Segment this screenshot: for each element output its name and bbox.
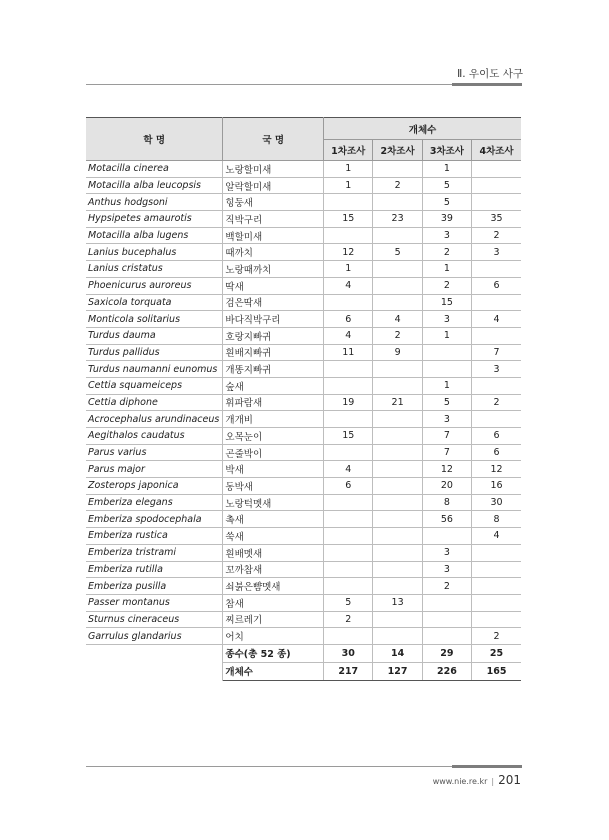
- count-cell: [472, 194, 521, 211]
- count-cell: 2: [324, 611, 373, 628]
- scientific-name-cell: Emberiza rustica: [86, 528, 223, 545]
- count-cell: [373, 578, 422, 595]
- count-cell: [373, 194, 422, 211]
- count-cell: 1: [422, 377, 471, 394]
- summary-value: 165: [472, 662, 521, 680]
- count-cell: 2: [472, 394, 521, 411]
- summary-label: 종수(총 52 종): [223, 644, 324, 662]
- count-cell: 6: [472, 277, 521, 294]
- count-cell: [373, 511, 422, 528]
- korean-name-cell: 힝둥새: [223, 194, 324, 211]
- table-row: [86, 594, 521, 611]
- count-cell: [324, 444, 373, 461]
- scientific-name-cell: Saxicola torquata: [86, 294, 223, 311]
- korean-name-cell: 숲새: [223, 377, 324, 394]
- scientific-name-cell: Emberiza tristrami: [86, 544, 223, 561]
- count-cell: [324, 494, 373, 511]
- scientific-name-cell: Zosterops japonica: [86, 478, 223, 495]
- table-row: [86, 344, 521, 361]
- count-cell: 8: [422, 494, 471, 511]
- table-row: [86, 361, 521, 378]
- korean-name-cell: 곤줄박이: [223, 444, 324, 461]
- korean-name-cell: 노랑턱멧새: [223, 494, 324, 511]
- korean-name-cell: 알락할미새: [223, 177, 324, 194]
- count-cell: 1: [422, 261, 471, 278]
- korean-name-cell: 휘파람새: [223, 394, 324, 411]
- count-cell: 6: [324, 311, 373, 328]
- count-cell: 1: [324, 261, 373, 278]
- count-cell: 3: [422, 311, 471, 328]
- summary-row: [86, 662, 521, 680]
- korean-name-cell: 쇠붉은뺨멧새: [223, 578, 324, 595]
- summary-blank-cell: [86, 644, 223, 662]
- korean-name-cell: 동박새: [223, 478, 324, 495]
- table-row: [86, 177, 521, 194]
- count-cell: [324, 578, 373, 595]
- table-row: [86, 561, 521, 578]
- count-cell: 5: [324, 594, 373, 611]
- header-survey-4: 4차조사: [472, 140, 521, 161]
- count-cell: 19: [324, 394, 373, 411]
- count-cell: [422, 594, 471, 611]
- header-korean-name: 국 명: [223, 118, 324, 161]
- scientific-name-cell: Emberiza rutilla: [86, 561, 223, 578]
- count-cell: [472, 161, 521, 178]
- count-cell: [422, 528, 471, 545]
- count-cell: 2: [472, 227, 521, 244]
- count-cell: [373, 444, 422, 461]
- table-row: [86, 311, 521, 328]
- table-row: [86, 294, 521, 311]
- scientific-name-cell: Anthus hodgsoni: [86, 194, 223, 211]
- page-footer: [433, 773, 521, 787]
- count-cell: 9: [373, 344, 422, 361]
- korean-name-cell: 흰배지빠귀: [223, 344, 324, 361]
- count-cell: 11: [324, 344, 373, 361]
- count-cell: [373, 161, 422, 178]
- table-row: [86, 411, 521, 428]
- count-cell: [472, 377, 521, 394]
- count-cell: [373, 361, 422, 378]
- korean-name-cell: 백할미새: [223, 227, 324, 244]
- count-cell: 12: [472, 461, 521, 478]
- header-count-group: 개체수: [324, 118, 521, 140]
- count-cell: [422, 628, 471, 645]
- footer-site: www.nie.re.kr: [432, 777, 488, 786]
- count-cell: 39: [422, 211, 471, 228]
- count-cell: 23: [373, 211, 422, 228]
- summary-row: [86, 644, 521, 662]
- footer-divider-accent: [452, 765, 522, 768]
- header-scientific-name: 학 명: [86, 118, 223, 161]
- korean-name-cell: 개똥지빠귀: [223, 361, 324, 378]
- count-cell: 2: [422, 578, 471, 595]
- count-cell: 6: [472, 428, 521, 445]
- count-cell: 15: [324, 211, 373, 228]
- table-row: [86, 461, 521, 478]
- count-cell: [373, 428, 422, 445]
- count-cell: [324, 377, 373, 394]
- count-cell: [373, 294, 422, 311]
- korean-name-cell: 촉새: [223, 511, 324, 528]
- count-cell: [422, 344, 471, 361]
- section-title: Ⅱ. 우이도 사구: [457, 68, 523, 80]
- count-cell: [472, 561, 521, 578]
- scientific-name-cell: Sturnus cineraceus: [86, 611, 223, 628]
- count-cell: [472, 327, 521, 344]
- summary-blank-cell: [86, 662, 223, 680]
- scientific-name-cell: Emberiza pusilla: [86, 578, 223, 595]
- count-cell: 8: [472, 511, 521, 528]
- scientific-name-cell: Motacilla alba lugens: [86, 227, 223, 244]
- footer-separator: |: [491, 777, 495, 786]
- count-cell: 3: [472, 244, 521, 261]
- count-cell: 1: [324, 161, 373, 178]
- count-cell: 2: [422, 244, 471, 261]
- scientific-name-cell: Garrulus glandarius: [86, 628, 223, 645]
- scientific-name-cell: Phoenicurus auroreus: [86, 277, 223, 294]
- count-cell: 21: [373, 394, 422, 411]
- count-cell: 4: [472, 528, 521, 545]
- table-row: [86, 578, 521, 595]
- count-cell: [324, 194, 373, 211]
- count-cell: 2: [373, 177, 422, 194]
- bird-species-table: [86, 117, 521, 681]
- count-cell: 1: [324, 177, 373, 194]
- count-cell: 1: [422, 327, 471, 344]
- korean-name-cell: 개개비: [223, 411, 324, 428]
- korean-name-cell: 때까치: [223, 244, 324, 261]
- count-cell: 4: [373, 311, 422, 328]
- table-row: [86, 611, 521, 628]
- count-cell: 7: [422, 428, 471, 445]
- table-row: [86, 211, 521, 228]
- count-cell: 5: [422, 177, 471, 194]
- korean-name-cell: 딱새: [223, 277, 324, 294]
- korean-name-cell: 호랑지빠귀: [223, 327, 324, 344]
- header-survey-2: 2차조사: [373, 140, 422, 161]
- count-cell: [373, 277, 422, 294]
- header-survey-1: 1차조사: [324, 140, 373, 161]
- count-cell: [373, 377, 422, 394]
- count-cell: [472, 611, 521, 628]
- count-cell: [373, 528, 422, 545]
- count-cell: 2: [373, 327, 422, 344]
- korean-name-cell: 검은딱새: [223, 294, 324, 311]
- summary-value: 217: [324, 662, 373, 680]
- count-cell: [324, 411, 373, 428]
- table-row: [86, 528, 521, 545]
- count-cell: 15: [422, 294, 471, 311]
- header-divider-accent: [452, 83, 522, 86]
- count-cell: [373, 561, 422, 578]
- summary-value: 127: [373, 662, 422, 680]
- count-cell: 3: [472, 361, 521, 378]
- korean-name-cell: 꼬까참새: [223, 561, 324, 578]
- korean-name-cell: 바다직박구리: [223, 311, 324, 328]
- count-cell: [324, 528, 373, 545]
- count-cell: [373, 628, 422, 645]
- korean-name-cell: 쑥새: [223, 528, 324, 545]
- count-cell: 16: [472, 478, 521, 495]
- scientific-name-cell: Emberiza elegans: [86, 494, 223, 511]
- scientific-name-cell: Acrocephalus arundinaceus: [86, 411, 223, 428]
- page-number: 201: [498, 773, 521, 787]
- korean-name-cell: 박새: [223, 461, 324, 478]
- count-cell: 30: [472, 494, 521, 511]
- summary-value: 14: [373, 644, 422, 662]
- count-cell: [373, 478, 422, 495]
- table-row: [86, 628, 521, 645]
- table-row: [86, 511, 521, 528]
- count-cell: 4: [324, 461, 373, 478]
- scientific-name-cell: Parus varius: [86, 444, 223, 461]
- count-cell: 2: [472, 628, 521, 645]
- count-cell: [324, 294, 373, 311]
- table-row: [86, 494, 521, 511]
- table-row: [86, 261, 521, 278]
- count-cell: 2: [422, 277, 471, 294]
- count-cell: 3: [422, 544, 471, 561]
- korean-name-cell: 참새: [223, 594, 324, 611]
- count-cell: [472, 261, 521, 278]
- scientific-name-cell: Turdus naumanni eunomus: [86, 361, 223, 378]
- scientific-name-cell: Motacilla alba leucopsis: [86, 177, 223, 194]
- count-cell: [373, 261, 422, 278]
- scientific-name-cell: Cettia squameiceps: [86, 377, 223, 394]
- scientific-name-cell: Motacilla cinerea: [86, 161, 223, 178]
- count-cell: 5: [422, 194, 471, 211]
- table-row: [86, 394, 521, 411]
- korean-name-cell: 직박구리: [223, 211, 324, 228]
- summary-value: 30: [324, 644, 373, 662]
- table-row: [86, 428, 521, 445]
- scientific-name-cell: Emberiza spodocephala: [86, 511, 223, 528]
- korean-name-cell: 오목눈이: [223, 428, 324, 445]
- count-cell: 15: [324, 428, 373, 445]
- scientific-name-cell: Aegithalos caudatus: [86, 428, 223, 445]
- count-cell: [373, 461, 422, 478]
- count-cell: [472, 411, 521, 428]
- table-row: [86, 227, 521, 244]
- summary-label: 개체수: [223, 662, 324, 680]
- count-cell: 1: [422, 161, 471, 178]
- count-cell: 5: [373, 244, 422, 261]
- header-survey-3: 3차조사: [422, 140, 471, 161]
- count-cell: 20: [422, 478, 471, 495]
- count-cell: 4: [324, 277, 373, 294]
- count-cell: [472, 594, 521, 611]
- scientific-name-cell: Hypsipetes amaurotis: [86, 211, 223, 228]
- scientific-name-cell: Cettia diphone: [86, 394, 223, 411]
- scientific-name-cell: Parus major: [86, 461, 223, 478]
- count-cell: 12: [422, 461, 471, 478]
- count-cell: [324, 544, 373, 561]
- scientific-name-cell: Lanius cristatus: [86, 261, 223, 278]
- korean-name-cell: 노랑할미새: [223, 161, 324, 178]
- count-cell: 3: [422, 411, 471, 428]
- count-cell: [422, 611, 471, 628]
- scientific-name-cell: Lanius bucephalus: [86, 244, 223, 261]
- count-cell: [324, 561, 373, 578]
- count-cell: [324, 361, 373, 378]
- count-cell: [422, 361, 471, 378]
- table-row: [86, 327, 521, 344]
- count-cell: [472, 294, 521, 311]
- count-cell: [472, 177, 521, 194]
- count-cell: 35: [472, 211, 521, 228]
- table-row: [86, 377, 521, 394]
- scientific-name-cell: Turdus dauma: [86, 327, 223, 344]
- count-cell: [373, 611, 422, 628]
- table-row: [86, 244, 521, 261]
- scientific-name-cell: Passer montanus: [86, 594, 223, 611]
- table-row: [86, 478, 521, 495]
- count-cell: [324, 227, 373, 244]
- count-cell: [472, 578, 521, 595]
- table-body: [86, 161, 521, 681]
- table-row: [86, 444, 521, 461]
- count-cell: 7: [422, 444, 471, 461]
- count-cell: [373, 494, 422, 511]
- count-cell: [472, 544, 521, 561]
- count-cell: [373, 411, 422, 428]
- count-cell: [324, 628, 373, 645]
- summary-value: 29: [422, 644, 471, 662]
- korean-name-cell: 흰배멧새: [223, 544, 324, 561]
- scientific-name-cell: Turdus pallidus: [86, 344, 223, 361]
- count-cell: 4: [472, 311, 521, 328]
- count-cell: 12: [324, 244, 373, 261]
- korean-name-cell: 노랑때까치: [223, 261, 324, 278]
- count-cell: 4: [324, 327, 373, 344]
- table-row: [86, 277, 521, 294]
- count-cell: 56: [422, 511, 471, 528]
- count-cell: 6: [472, 444, 521, 461]
- count-cell: 3: [422, 561, 471, 578]
- scientific-name-cell: Monticola solitarius: [86, 311, 223, 328]
- count-cell: 5: [422, 394, 471, 411]
- count-cell: 6: [324, 478, 373, 495]
- summary-value: 226: [422, 662, 471, 680]
- table-row: [86, 544, 521, 561]
- count-cell: 3: [422, 227, 471, 244]
- count-cell: 13: [373, 594, 422, 611]
- korean-name-cell: 찌르레기: [223, 611, 324, 628]
- korean-name-cell: 어치: [223, 628, 324, 645]
- table-row: [86, 161, 521, 178]
- table-row: [86, 194, 521, 211]
- count-cell: 7: [472, 344, 521, 361]
- count-cell: [324, 511, 373, 528]
- count-cell: [373, 544, 422, 561]
- summary-value: 25: [472, 644, 521, 662]
- count-cell: [373, 227, 422, 244]
